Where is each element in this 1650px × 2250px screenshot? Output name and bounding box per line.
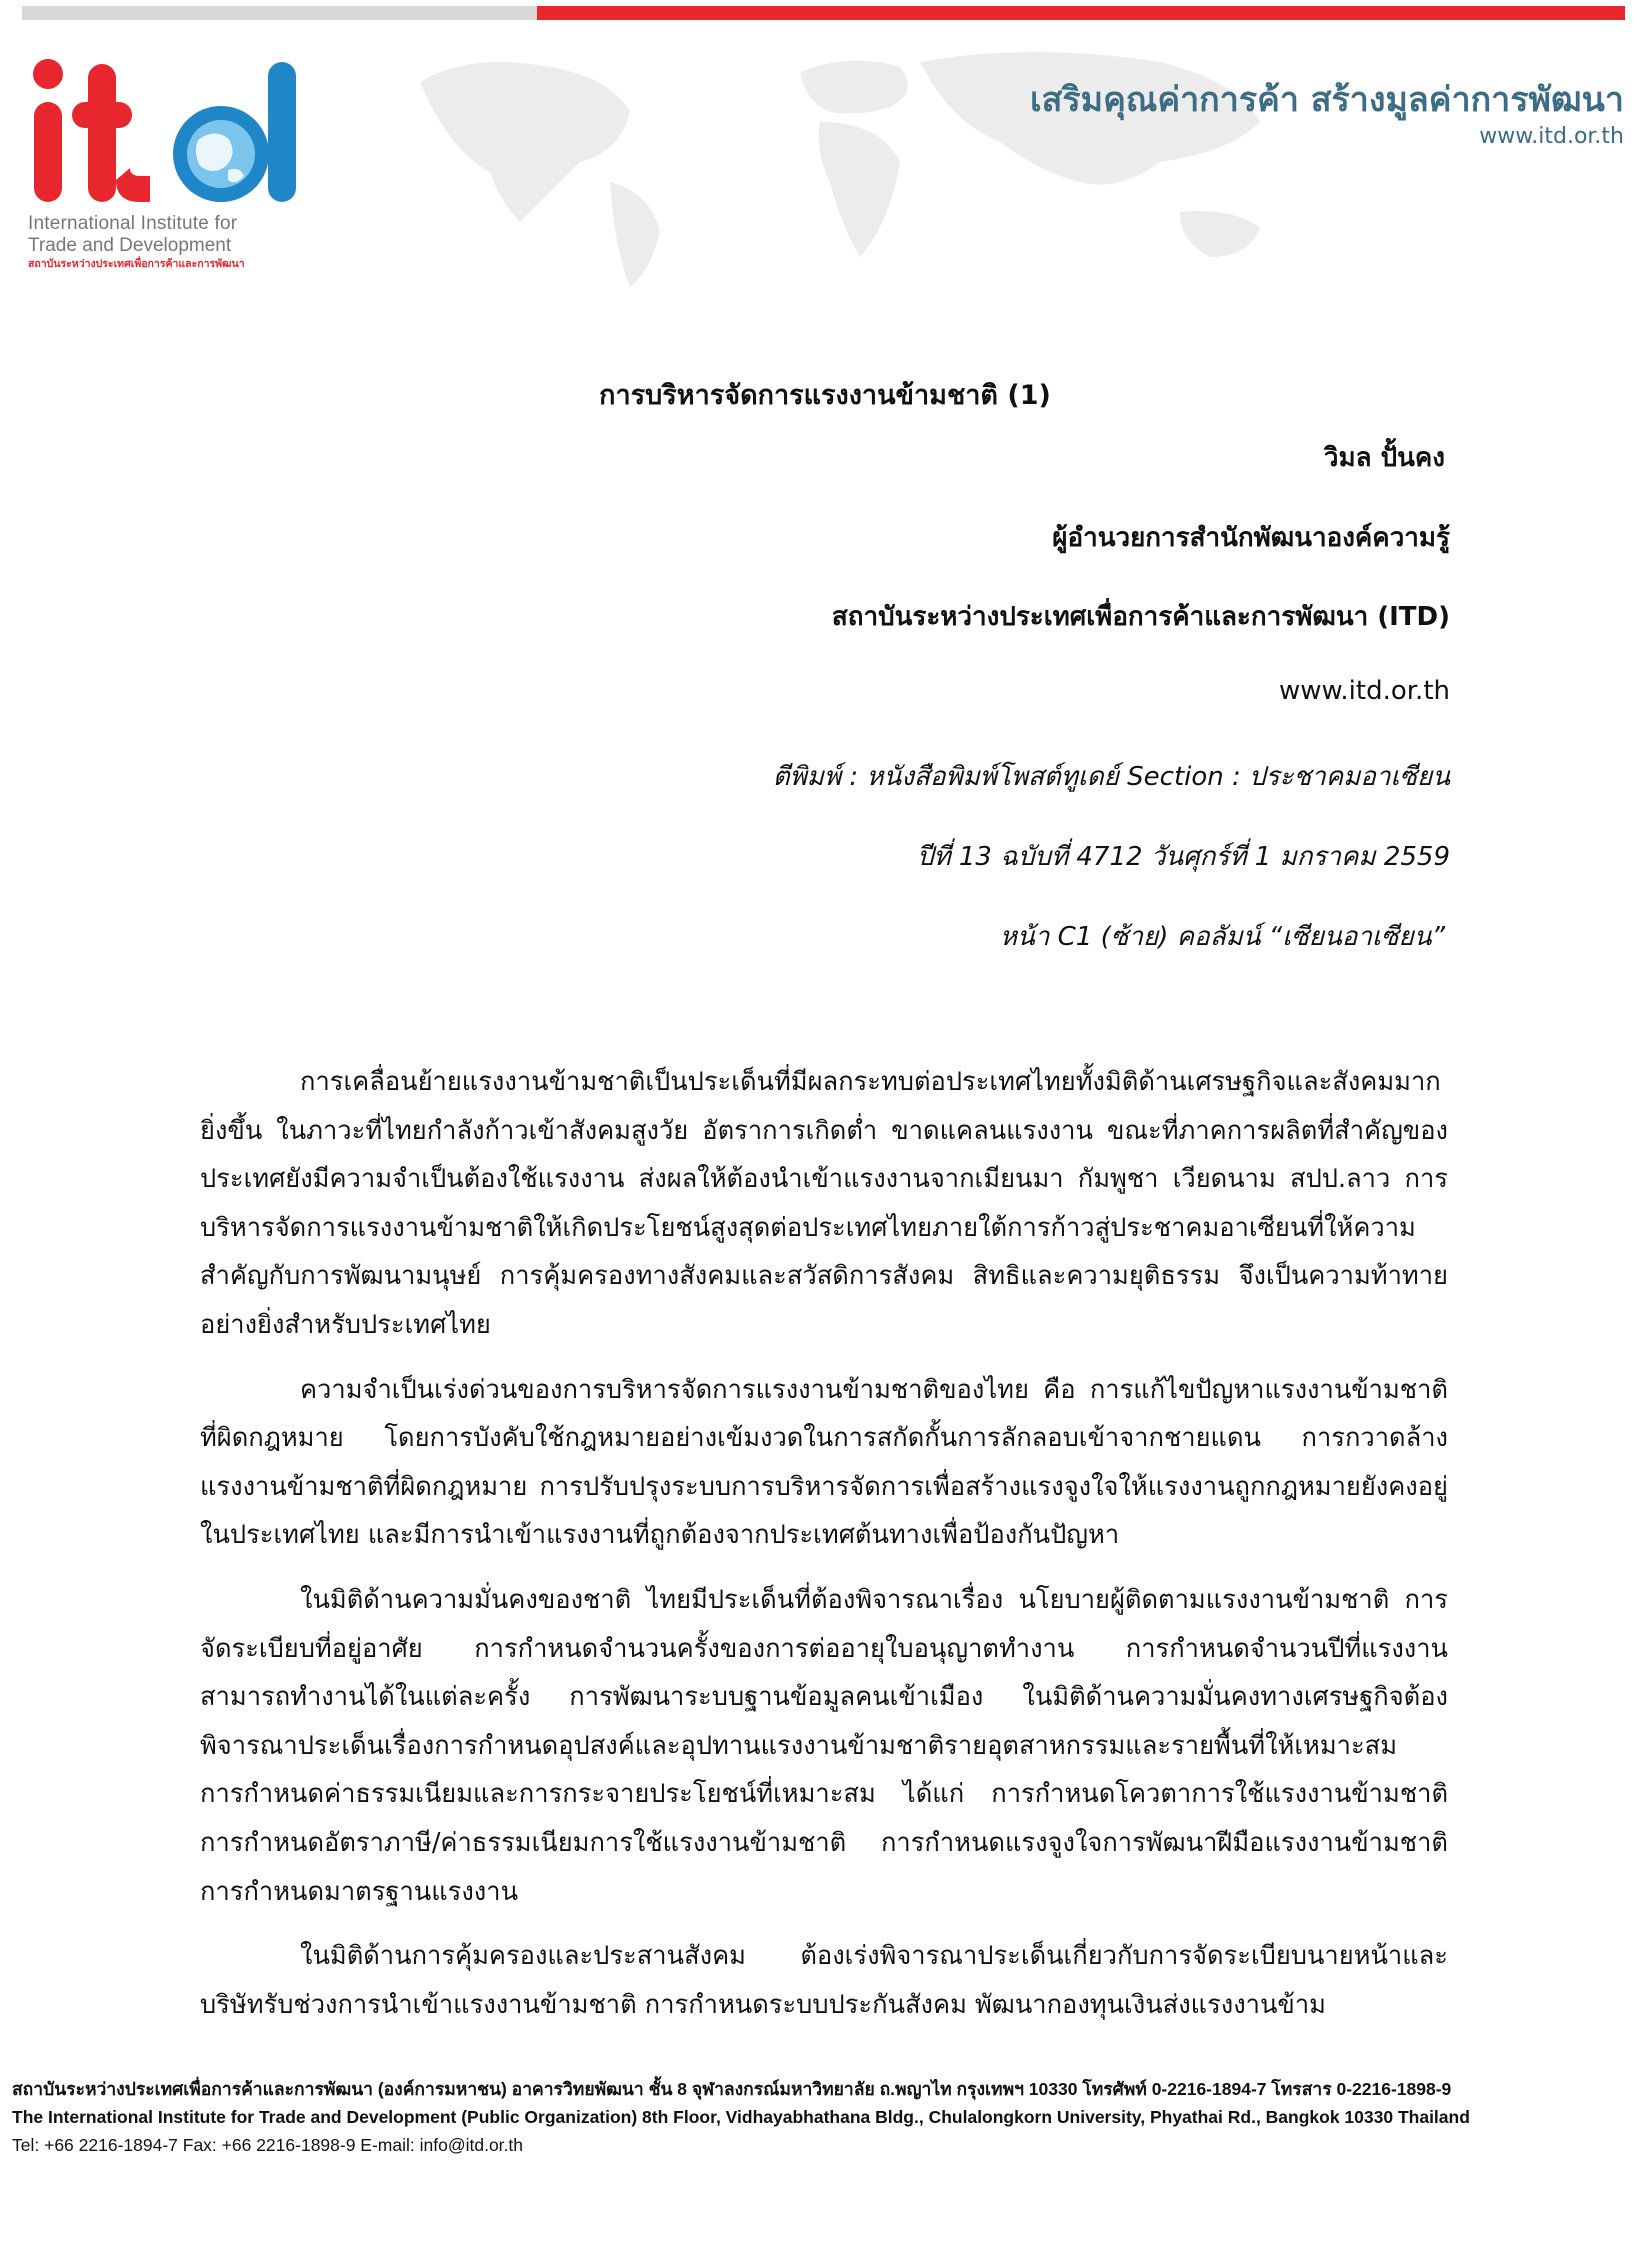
header-gray-bar [22,6,537,20]
article-body [200,1058,1448,2045]
page-column-info: หน้า C1 (ซ้าย) คอลัมน์ “เซียนอาเซียน” [999,922,1445,952]
author-position: ผู้อำนวยการสำนักพัฒนาองค์ความรู้ [1052,523,1450,553]
logo-caption-line2: Trade and Development [28,235,232,256]
author-organization: สถาบันระหว่างประเทศเพื่อการค้าและการพัฒนา (ITD) [831,602,1450,632]
itd-logo-mark [28,58,308,208]
logo-caption-line3: สถาบันระหว่างประเทศเพื่อการค้าและการพัฒนา [28,258,245,270]
author-name: วิมล ปั้นคง [1323,443,1445,473]
header-slogan: เสริมคุณค่าการค้า สร้างมูลค่าการพัฒนา [1030,80,1624,120]
article-title: การบริหารจัดการแรงงานข้ามชาติ (1) [599,380,1051,411]
paragraph: ในมิติด้านการคุ้มครองและประสานสังคม ต้องเร่งพิจารณาประเด็นเกี่ยวกับการจัดระเบียบนายหน้าและบริษัทรับช่วงการนำเข้าแรงงานข้ามชาติ การกำหนดระบบประกันสังคม พัฒนากองทุนเงินส่งแรงงานข้าม [200,1941,1448,2020]
header-red-bar [537,6,1625,20]
footer-address-english: The International Institute for Trade and Development (Public Organization) 8th Floor, Vidhayabhathana Bldg., Chulalongkorn University, Phyathai Rd., Bangkok 10330 Thailand [12,2107,1470,2127]
paragraph: การเคลื่อนย้ายแรงงานข้ามชาติเป็นประเด็นที่มีผลกระทบต่อประเทศไทยทั้งมิติด้านเศรษฐกิจและสังคมมากยิ่งขึ้น ในภาวะที่ไทยกำลังก้าวเข้าสังคมสูงวัย อัตราการเกิดต่ำ ขาดแคลนแรงงาน ขณะที่ภาคการผลิตที่สำคัญของประเทศยังมีความจำเป็นต้องใช้แรงงาน ส่งผลให้ต้องนำเข้าแรงงานจากเมียนมา กัมพูชา เวียดนาม สปป.ลาว การบริหารจัดการแรงงานข้ามชาติให้เกิดประโยชน์สูงสุดต่อประเทศไทยภายใต้การก้าวสู่ประชาคมอาเซียนที่ให้ความสำคัญกับการพัฒนามนุษย์ การคุ้มครองทางสังคมและสวัสดิการสังคม สิทธิและความยุติธรรม จึงเป็นความท้าทายอย่างยิ่งสำหรับประเทศไทย [200,1067,1448,1340]
world-map-watermark [380,22,1380,292]
footer-contact: Tel: +66 2216-1894-7 Fax: +66 2216-1898-9 E-mail: info@itd.or.th [12,2135,523,2155]
issue-info: ปีที่ 13 ฉบับที่ 4712 วันศุกร์ที่ 1 มกราคม 2559 [916,842,1450,872]
logo-caption-line1: International Institute for [28,213,238,234]
publication-info: ตีพิมพ์ : หนังสือพิมพ์โพสต์ทูเดย์ Section : ประชาคมอาเซียน [772,762,1450,792]
paragraph: ความจำเป็นเร่งด่วนของการบริหารจัดการแรงงานข้ามชาติของไทย คือ การแก้ไขปัญหาแรงงานข้ามชาติที่ผิดกฎหมาย โดยการบังคับใช้กฎหมายอย่างเข้มงวดในการสกัดกั้นการลักลอบเข้าจากชายแดน การกวาดล้างแรงงานข้ามชาติที่ผิดกฎหมาย การปรับปรุงระบบการบริหารจัดการเพื่อสร้างแรงจูงใจให้แรงงานถูกกฎหมายยังคงอยู่ในประเทศไทย และมีการนำเข้าแรงงานที่ถูกต้องจากประเทศต้นทางเพื่อป้องกันปัญหา [200,1374,1448,1551]
page-footer [12,2075,1470,2159]
footer-address-thai: สถาบันระหว่างประเทศเพื่อการค้าและการพัฒนา (องค์การมหาชน) อาคารวิทยพัฒนา ชั้น 8 จุฬาลงกรณ์มหาวิทยาลัย ถ.พญาไท กรุงเทพฯ 10330 โทรศัพท์ 0-2216-1894-7 โทรสาร 0-2216-1898-9 [12,2079,1452,2099]
header-website-link[interactable]: www.itd.or.th [1479,124,1624,149]
organization-website[interactable]: www.itd.or.th [1278,676,1450,706]
paragraph: ในมิติด้านความมั่นคงของชาติ ไทยมีประเด็นที่ต้องพิจารณาเรื่อง นโยบายผู้ติดตามแรงงานข้ามชาติ การจัดระเบียบที่อยู่อาศัย การกำหนดจำนวนครั้งของการต่ออายุใบอนุญาตทำงาน การกำหนดจำนวนปีที่แรงงานสามารถทำงานได้ในแต่ละครั้ง การพัฒนาระบบฐานข้อมูลคนเข้าเมือง ในมิติด้านความมั่นคงทางเศรษฐกิจต้องพิจารณาประเด็นเรื่องการกำหนดอุปสงค์และอุปทานแรงงานข้ามชาติรายอุตสาหกรรมและรายพื้นที่ให้เหมาะสม การกำหนดค่าธรรมเนียมและการกระจายประโยชน์ที่เหมาะสม ได้แก่ การกำหนดโควตาการใช้แรงงานข้ามชาติ การกำหนดอัตราภาษี/ค่าธรรมเนียมการใช้แรงงานข้ามชาติ การกำหนดแรงจูงใจการพัฒนาฝีมือแรงงานข้ามชาติ การกำหนดมาตรฐานแรงงาน [200,1584,1448,1907]
logo-caption [28,212,245,271]
